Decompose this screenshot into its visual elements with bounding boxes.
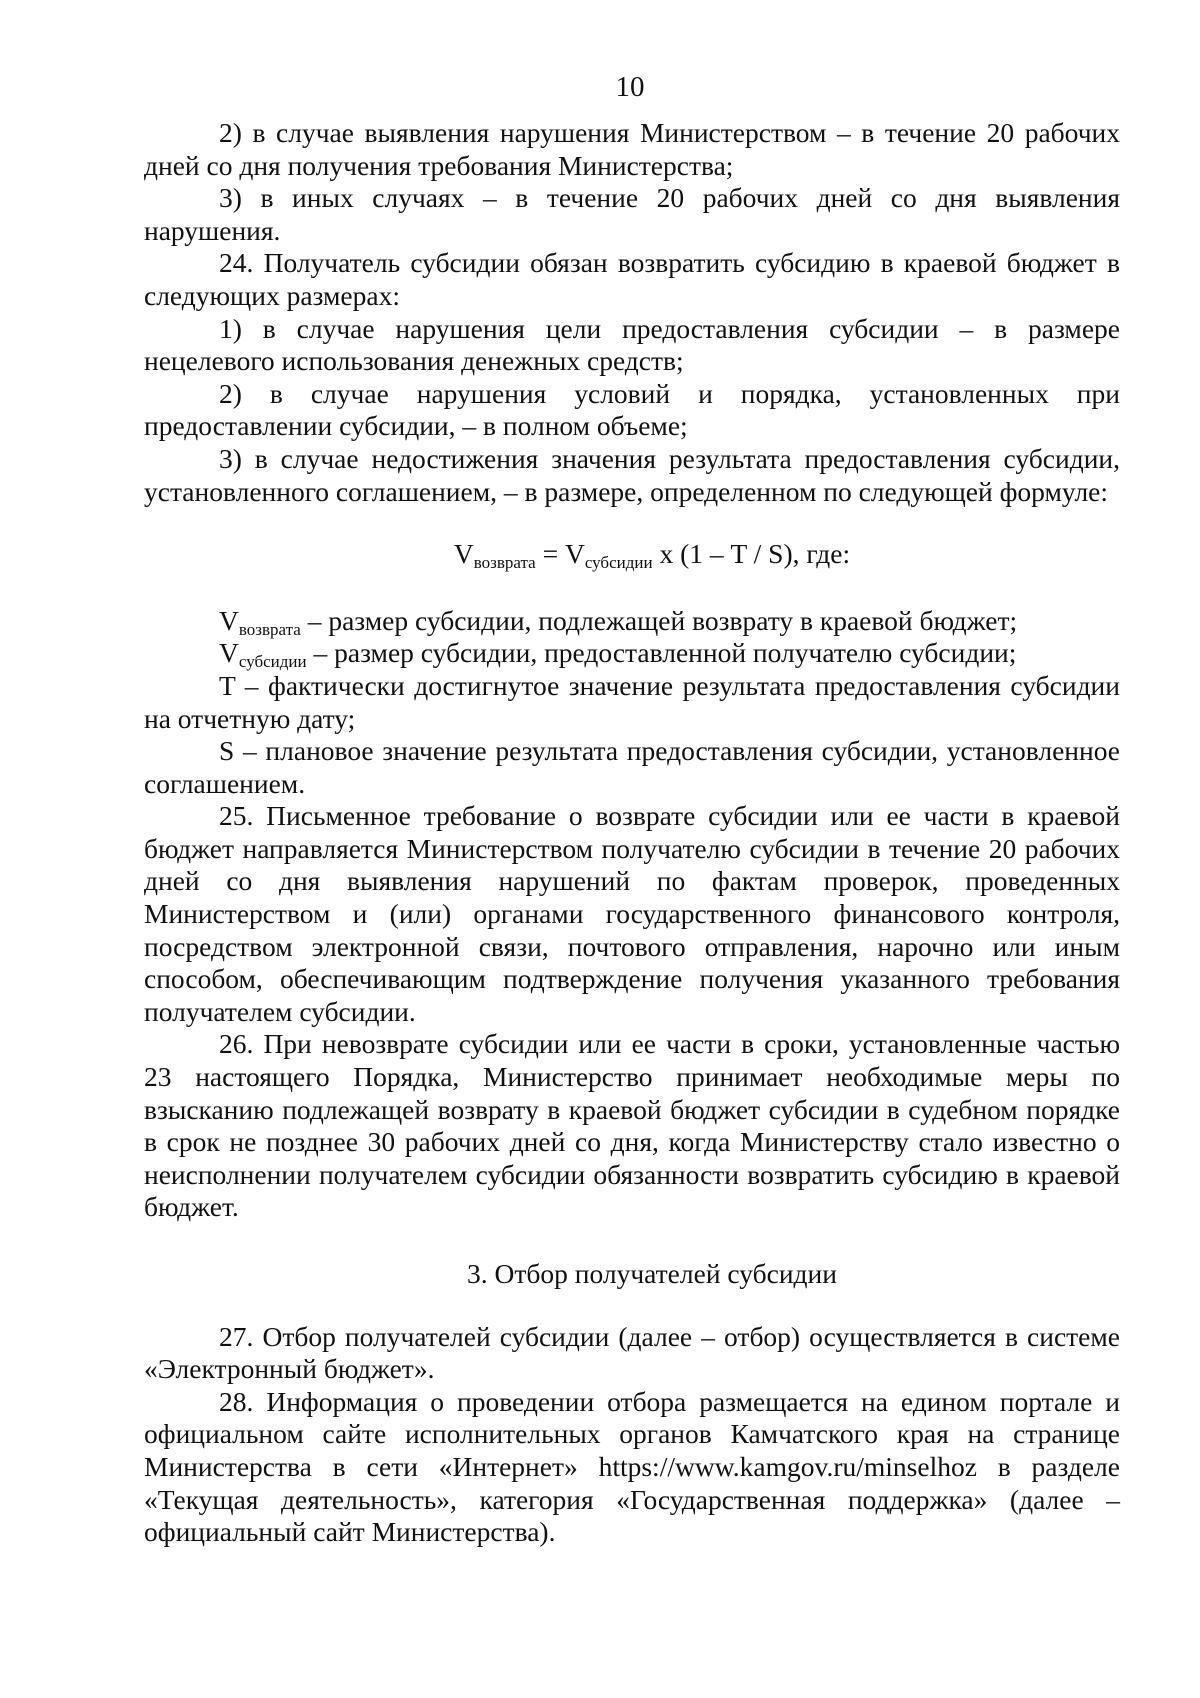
definition-v-return-symbol: V bbox=[219, 604, 239, 636]
definition-v-subsidy-sub: субсидии bbox=[238, 652, 307, 672]
definition-v-subsidy-text: – размер субсидии, предоставленной получателю субсидии; bbox=[306, 637, 1017, 669]
definition-s: S – плановое значение результата предоставления субсидии, установленное соглашением. bbox=[144, 735, 1120, 799]
formula-sub-subsidy: субсидии bbox=[584, 553, 653, 573]
document-body bbox=[144, 117, 1120, 1549]
paragraph-25: 25. Письменное требование о возврате субсидии или ее части в краевой бюджет направляется Министерством получателю субсидии в течение 20 рабочих дней со дня выявления нарушений по фактам проверок, проведенных Министерством и (или) органами государственного финансового контроля, посредством электронной связи, почтового отправления, нарочно или иным способом, обеспечивающим подтверждение получения указанного требования получателем субсидии. bbox=[144, 800, 1120, 1027]
paragraph-24: 24. Получатель субсидии обязан возвратить субсидию в краевой бюджет в следующих размерах: bbox=[144, 247, 1120, 311]
paragraph-return-deadline-other: 3) в иных случаях – в течение 20 рабочих дней со дня выявления нарушения. bbox=[144, 182, 1120, 246]
definition-v-return bbox=[144, 605, 1120, 638]
paragraph-26: 26. При невозврате субсидии или ее части в сроки, установленные частью 23 настоящего Порядка, Министерство принимает необходимые меры по взысканию подлежащей возврату в краевой бюджет субсидии в судебном порядке в срок не позднее 30 рабочих дней со дня, когда Министерству стало известно о неисполнении получателем субсидии обязанности возвратить субсидию в краевой бюджет. bbox=[144, 1028, 1120, 1223]
paragraph-24-item-3: 3) в случае недостижения значения результата предоставления субсидии, установленного соглашением, – в размере, определенном по следующей формуле: bbox=[144, 442, 1120, 507]
page-number: 10 bbox=[615, 71, 645, 103]
paragraph-24-item-2: 2) в случае нарушения условий и порядка, установленных при предоставлении субсидии, – в полном объеме; bbox=[144, 377, 1120, 442]
definition-v-subsidy-symbol: V bbox=[219, 637, 239, 669]
formula-expression: х (1 – T / S), где: bbox=[652, 538, 851, 570]
formula-v-return: V bbox=[453, 538, 474, 570]
formula-sub-return: возврата bbox=[473, 553, 536, 573]
definition-t: T – фактически достигнутое значение результата предоставления субсидии на отчетную дату; bbox=[144, 669, 1120, 734]
formula-equals: = bbox=[535, 538, 565, 570]
formula-v-subsidy: V bbox=[564, 538, 585, 570]
return-formula bbox=[144, 538, 1120, 571]
section-heading: 3. Отбор получателей субсидии bbox=[467, 1258, 837, 1289]
definition-v-subsidy bbox=[144, 637, 1120, 670]
paragraph-28: 28. Информация о проведении отбора размещается на едином портале и официальном сайте исполнительных органов Камчатского края на странице Министерства в сети «Интернет» https://www.kamgov.ru/minselhoz в разделе «Текущая деятельность», категория «Государственная поддержка» (далее – официальный сайт Министерства). bbox=[144, 1385, 1120, 1548]
paragraph-return-deadline-ministry: 2) в случае выявления нарушения Министерством – в течение 20 рабочих дней со дня получения требования Министерства; bbox=[144, 117, 1120, 181]
paragraph-27: 27. Отбор получателей субсидии (далее – отбор) осуществляется в системе «Электронный бюджет». bbox=[144, 1320, 1120, 1385]
definition-v-return-sub: возврата bbox=[238, 619, 301, 639]
paragraph-24-item-1: 1) в случае нарушения цели предоставления субсидии – в размере нецелевого использования денежных средств; bbox=[144, 312, 1120, 377]
definition-v-return-text: – размер субсидии, подлежащей возврату в краевой бюджет; bbox=[300, 604, 1018, 636]
